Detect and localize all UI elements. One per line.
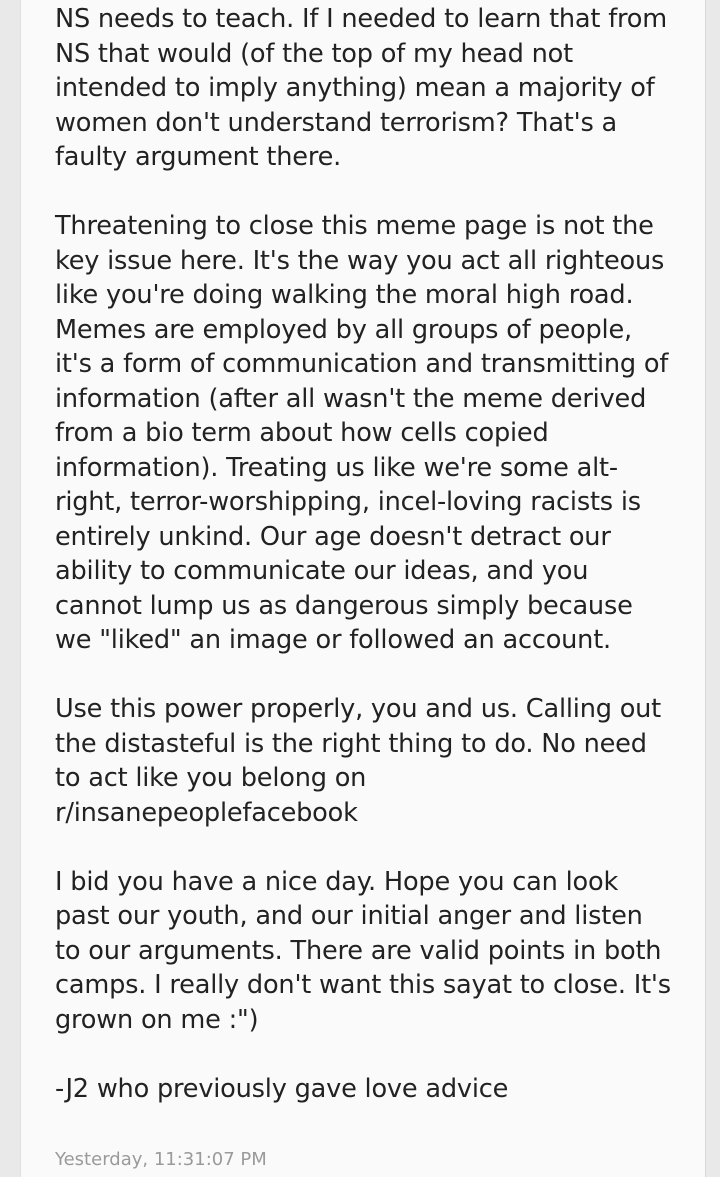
message-line: we "liked" an image or followed an account.: [55, 625, 611, 655]
message-line: faulty argument there.: [55, 142, 342, 172]
message-paragraph: [55, 2, 705, 175]
message-line: to our arguments. There are valid points in both: [55, 935, 662, 966]
message-line: -J2 who previously gave love advice: [55, 1073, 509, 1104]
message-line: Memes are employed by all groups of people,: [55, 314, 632, 345]
message-line: NS that would (of the top of my head not: [55, 38, 573, 69]
message-paragraph: [55, 692, 705, 830]
message-card: [20, 0, 706, 1177]
paragraph-gap: [55, 830, 705, 865]
paragraph-gap: [55, 658, 705, 693]
message-line: r/insanepeoplefacebook: [55, 797, 358, 828]
message-signature: [55, 1072, 705, 1107]
message-line: entirely unkind. Our age doesn't detract our: [55, 521, 611, 552]
message-line: intended to imply anything) mean a majority of: [55, 73, 655, 103]
message-line: Threatening to close this meme page is not the: [55, 211, 654, 241]
message-line: Use this power properly, you and us. Calling out: [55, 694, 662, 724]
message-line: right, terror-worshipping, incel-loving racists is: [55, 487, 641, 517]
message-line: to act like you belong on: [55, 763, 367, 793]
message-timestamp: Yesterday, 11:31:07 PM: [55, 1149, 267, 1170]
message-line: camps. I really don't want this sayat to close. It's: [55, 970, 671, 1000]
message-line: grown on me :"): [55, 1004, 259, 1035]
message-line: cannot lump us as dangerous simply because: [55, 590, 633, 621]
message-body: [55, 2, 705, 1106]
message-line: women don't understand terrorism? That's a: [55, 107, 618, 138]
message-paragraph: [55, 209, 705, 658]
message-line: the distasteful is the right thing to do. No need: [55, 728, 647, 759]
message-line: past our youth, and our initial anger and listen: [55, 901, 643, 931]
message-line: information). Treating us like we're some alt-: [55, 452, 618, 483]
message-line: it's a form of communication and transmitting of: [55, 349, 669, 379]
message-line: I bid you have a nice day. Hope you can look: [55, 866, 619, 897]
paragraph-gap: [55, 175, 705, 210]
message-line: like you're doing walking the moral high road.: [55, 280, 634, 310]
message-line: from a bio term about how cells copied: [55, 418, 549, 448]
message-line: ability to communicate our ideas, and you: [55, 556, 589, 586]
message-line: NS needs to teach. If I needed to learn that from: [55, 4, 667, 34]
paragraph-gap: [55, 1037, 705, 1072]
message-line: key issue here. It's the way you act all righteous: [55, 245, 665, 276]
message-paragraph: [55, 865, 705, 1038]
message-line: information (after all wasn't the meme derived: [55, 383, 647, 414]
